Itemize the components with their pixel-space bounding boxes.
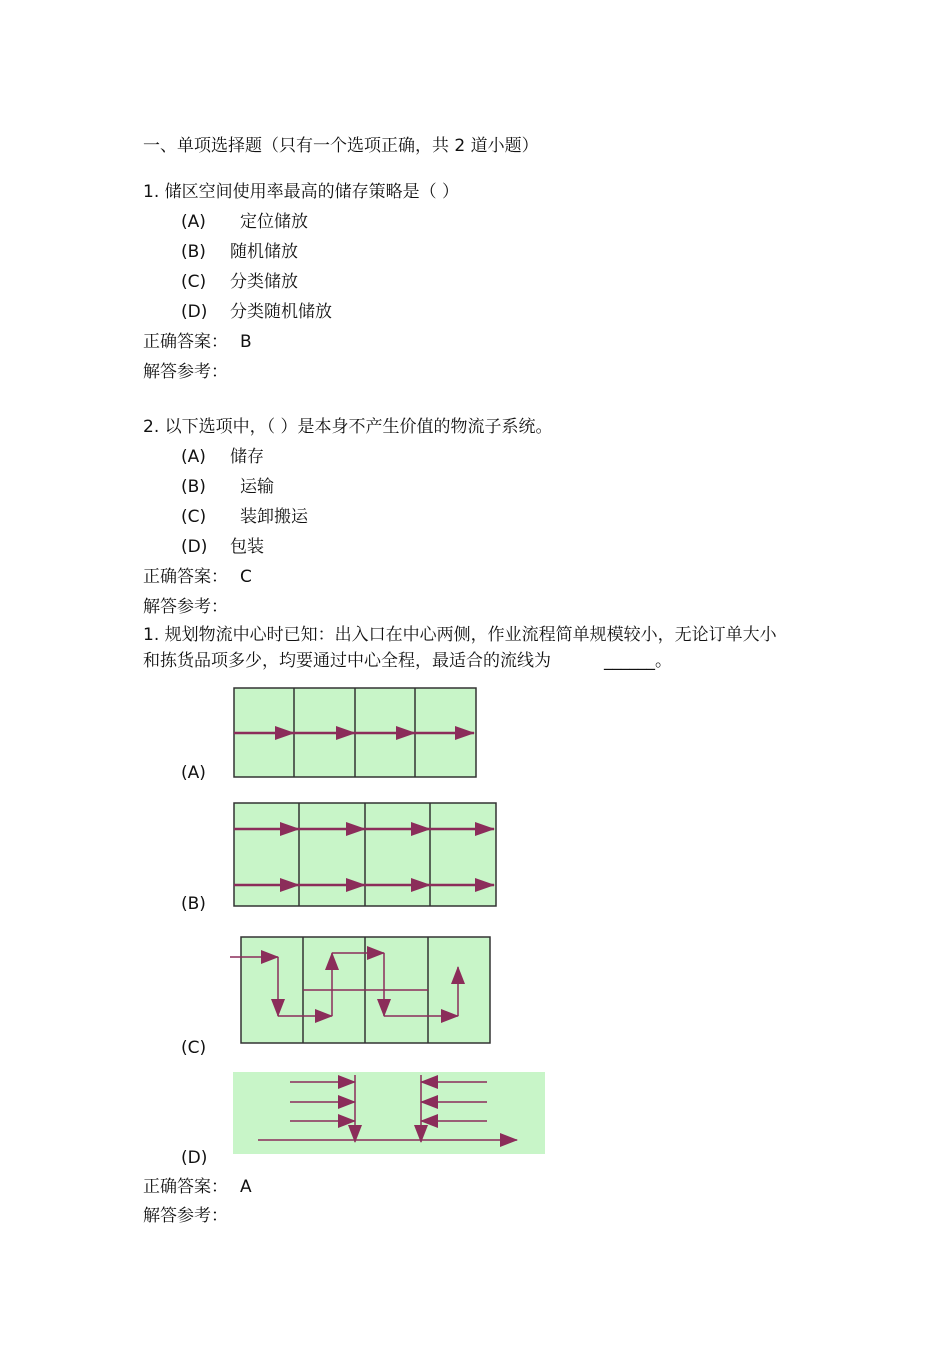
q1-option-d-key: (D): [181, 302, 208, 322]
q1-reference-label: 解答参考：: [143, 362, 228, 382]
q1-option-c-text: 分类储放: [230, 272, 298, 292]
q1-option-a-key: (A): [181, 212, 206, 232]
question-2-stem: 2. 以下选项中，（ ）是本身不产生价值的物流子系统。: [143, 417, 553, 437]
q3-answer-value: A: [240, 1177, 252, 1197]
q2-reference-label: 解答参考：: [143, 597, 228, 617]
question-3-stem-line1: 1. 规划物流中心时已知：出入口在中心两侧，作业流程简单规模较小，无论订单大小: [143, 625, 777, 645]
question-3-stem-line2: 和拣货品项多少，均要通过中心全程，最适合的流线为: [143, 651, 551, 671]
flow-diagram-c: [228, 934, 494, 1046]
q3-answer-label: 正确答案：: [143, 1177, 228, 1197]
flow-diagram-a: [230, 686, 480, 781]
q1-answer-label: 正确答案：: [143, 332, 228, 352]
flow-diagram-b: [230, 801, 500, 909]
q2-answer-value: C: [240, 567, 252, 587]
q2-option-c-text: 装卸搬运: [240, 507, 308, 527]
q2-option-c-key: (C): [181, 507, 207, 527]
q1-option-b-text: 随机储放: [230, 242, 298, 262]
q1-option-c-key: (C): [181, 272, 207, 292]
q2-option-d-key: (D): [181, 537, 208, 557]
question-3-blank: ______。: [604, 651, 672, 671]
q2-option-a-key: (A): [181, 447, 206, 467]
section-title: 一、单项选择题（只有一个选项正确，共 2 道小题）: [143, 136, 539, 156]
q3-option-b-key: (B): [181, 894, 206, 914]
q1-option-d-text: 分类随机储放: [230, 302, 332, 322]
q2-answer-label: 正确答案：: [143, 567, 228, 587]
q2-option-b-key: (B): [181, 477, 206, 497]
q3-option-a-key: (A): [181, 763, 206, 783]
flow-diagram-d: [233, 1072, 547, 1156]
q1-option-b-key: (B): [181, 242, 206, 262]
q3-option-d-key: (D): [181, 1148, 208, 1168]
q2-option-d-text: 包装: [230, 537, 264, 557]
q2-option-b-text: 运输: [240, 477, 274, 497]
q2-option-a-text: 储存: [230, 447, 264, 467]
q1-option-a-text: 定位储放: [240, 212, 308, 232]
q1-answer-value: B: [240, 332, 252, 352]
q3-option-c-key: (C): [181, 1038, 207, 1058]
q3-reference-label: 解答参考：: [143, 1206, 228, 1226]
question-1-stem: 1. 储区空间使用率最高的储存策略是（ ）: [143, 182, 460, 202]
